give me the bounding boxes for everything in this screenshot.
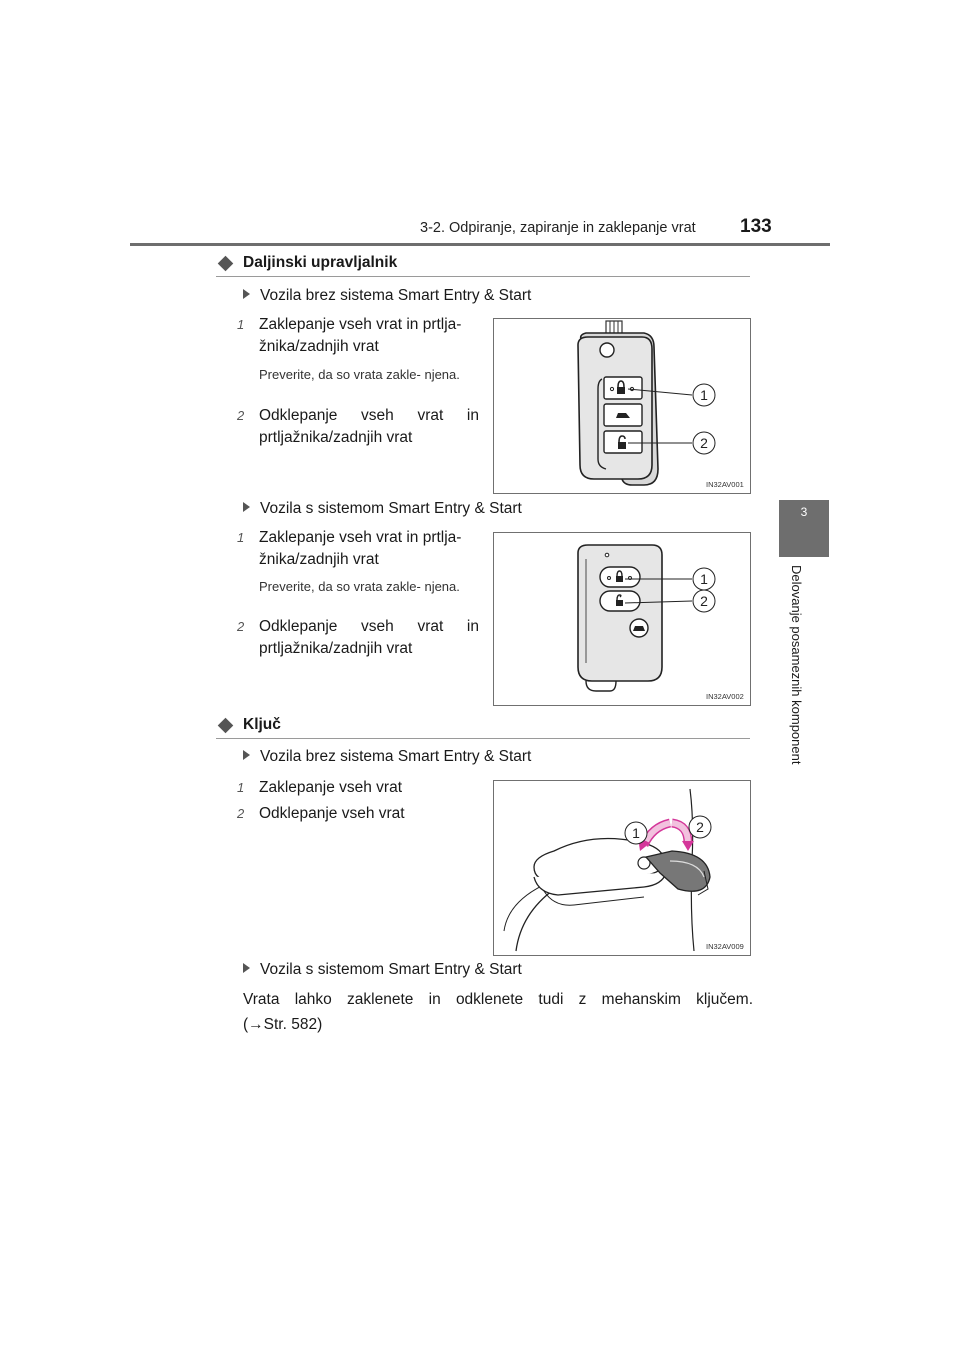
figure-code: IN32AV002 [706, 692, 744, 701]
triangle-bullet-icon [243, 502, 250, 512]
callout-2: 2 [700, 435, 708, 451]
callout-2: 2 [700, 593, 708, 609]
section-remote-title-text: Daljinski upravljalnik [243, 254, 398, 271]
triangle-bullet-icon [243, 750, 250, 760]
item-number: 2 [237, 806, 245, 821]
item-text-line: Odklepanje vseh vrat in [259, 407, 479, 424]
remote-fob-flip-key-illustration [494, 319, 750, 493]
section-remote-title [216, 254, 397, 272]
item-text: Odklepanje vseh vrat [259, 805, 405, 822]
section-key-title-text: Ključ [243, 716, 281, 733]
subsection-label-text: Vozila brez sistema Smart Entry & Start [260, 287, 532, 304]
subsection-label [243, 500, 522, 518]
item-number: 1 [237, 317, 245, 332]
callout-1: 1 [700, 387, 708, 403]
item-number: 1 [237, 530, 245, 545]
callout-1: 1 [632, 825, 640, 841]
subsection-label [243, 961, 522, 979]
item-text-line: Odklepanje vseh vrat in [259, 618, 479, 635]
page-number: 133 [740, 216, 772, 237]
section-rule [216, 276, 750, 277]
section-key-title [216, 716, 281, 734]
item-text [259, 405, 479, 449]
chapter-title: Delovanje posameznih komponent [789, 565, 804, 765]
item-number: 2 [237, 408, 245, 423]
paragraph-line: Vrata lahko zaklenete in odklenete tudi z mehanskim ključem. [243, 991, 753, 1008]
subsection-label-text: Vozila s sistemom Smart Entry & Start [260, 961, 522, 978]
item-number: 2 [237, 619, 245, 634]
figure-code: IN32AV001 [706, 480, 744, 489]
key-paragraph [243, 987, 753, 1037]
subsection-label-text: Vozila s sistemom Smart Entry & Start [260, 500, 522, 517]
item-text [259, 616, 479, 660]
page-reference: (→Str. 582) [243, 1016, 323, 1033]
section-rule [216, 738, 750, 739]
figure-door-key [493, 780, 751, 956]
item-number: 1 [237, 780, 245, 795]
item-text-line: žnika/zadnjih vrat [259, 551, 379, 568]
callout-2: 2 [696, 819, 704, 835]
item-text-line: prtljažnika/zadnjih vrat [259, 429, 413, 446]
smart-key-illustration [494, 533, 750, 705]
item-note: Preverite, da so vrata zakle- njena. [259, 367, 460, 382]
item-text-line: Zaklepanje vseh vrat in prtlja- [259, 316, 462, 333]
figure-remote-fob-1 [493, 318, 751, 494]
header-section-title: 3-2. Odpiranje, zapiranje in zaklepanje vrat [420, 220, 696, 236]
subsection-label [243, 748, 531, 766]
chapter-number: 3 [800, 505, 808, 519]
item-note: Preverite, da so vrata zakle- njena. [259, 579, 460, 594]
item-text-line: žnika/zadnjih vrat [259, 338, 379, 355]
item-text-line: Zaklepanje vseh vrat in prtlja- [259, 529, 462, 546]
header-rule [130, 243, 830, 246]
item-text [259, 314, 479, 358]
figure-smart-key [493, 532, 751, 706]
diamond-bullet-icon [218, 255, 234, 271]
item-text: Zaklepanje vseh vrat [259, 779, 403, 796]
item-text [259, 527, 479, 571]
triangle-bullet-icon [243, 289, 250, 299]
figure-code: IN32AV009 [706, 942, 744, 951]
subsection-label-text: Vozila brez sistema Smart Entry & Start [260, 748, 532, 765]
subsection-label [243, 287, 531, 305]
door-handle-key-illustration [494, 781, 750, 955]
callout-1: 1 [700, 571, 708, 587]
item-text-line: prtljažnika/zadnjih vrat [259, 640, 413, 657]
triangle-bullet-icon [243, 963, 250, 973]
diamond-bullet-icon [218, 717, 234, 733]
